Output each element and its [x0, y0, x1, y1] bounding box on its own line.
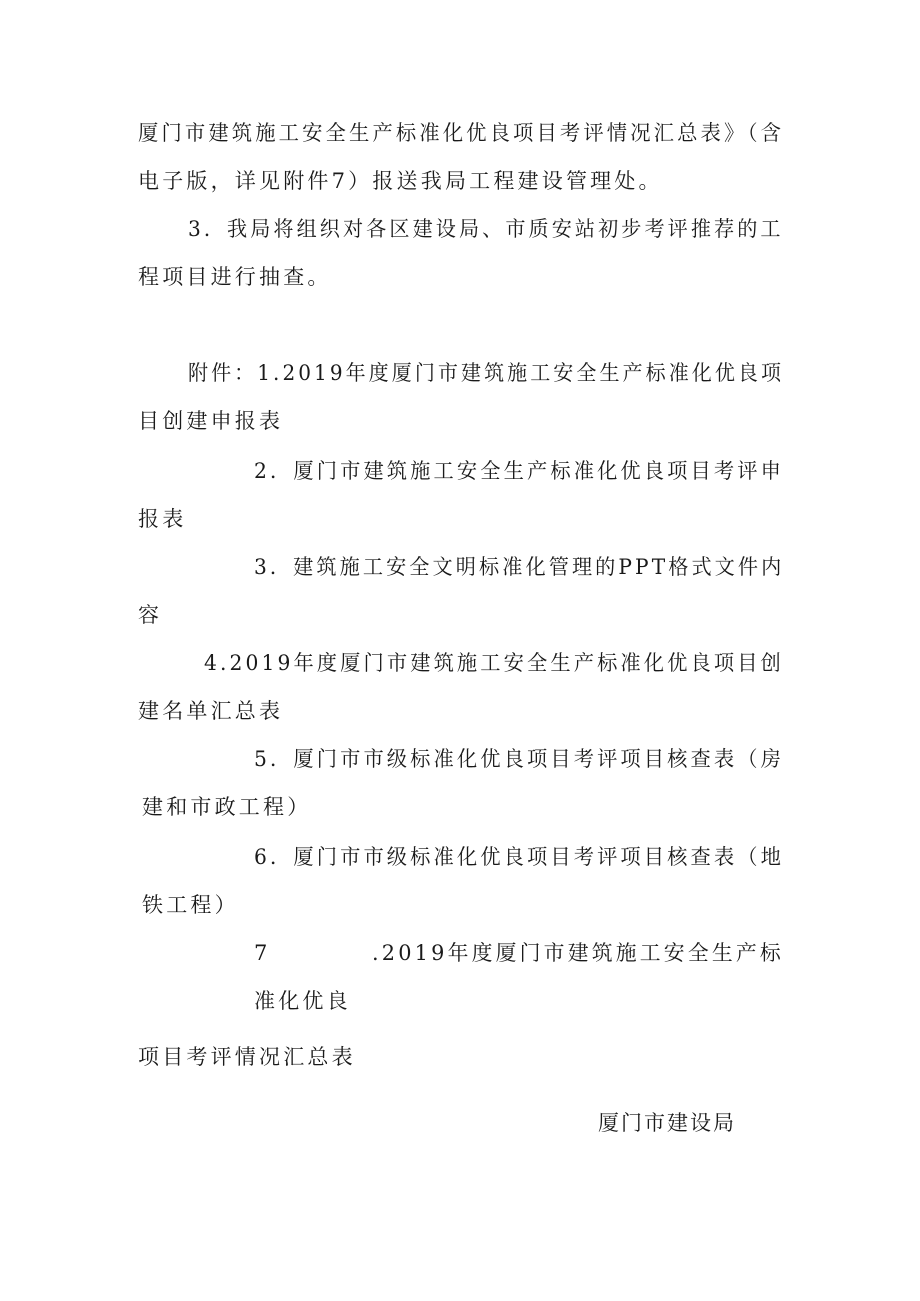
item3-line-2: 程项目进行抽查。 — [138, 265, 332, 289]
attachment-1-line-1: 附件：1.2019年度厦门市建筑施工安全生产标准化优良项 — [188, 361, 785, 385]
attachment-4-line-2: 建名单汇总表 — [138, 699, 284, 723]
intro-line-2: 电子版，详见附件7）报送我局工程建设管理处。 — [138, 169, 663, 193]
attachment-7-line-1: .2019年度厦门市建筑施工安全生产标 — [372, 941, 784, 965]
attachment-6-line-2: 铁工程） — [142, 893, 239, 917]
attachment-7-line-2: 准化优良 — [254, 989, 351, 1013]
attachment-4-line-1: 4.2019年度厦门市建筑施工安全生产标准化优良项目创 — [204, 651, 784, 675]
attachment-3-line-1: 3．建筑施工安全文明标准化管理的PPT格式文件内 — [254, 555, 785, 579]
attachment-1-line-2: 目创建申报表 — [138, 409, 284, 433]
attachment-7-number: 7 — [254, 941, 271, 965]
attachment-5-line-2: 建和市政工程） — [142, 795, 312, 819]
attachment-6-line-1: 6．厦门市市级标准化优良项目考评项目核查表（地 — [254, 845, 784, 869]
item3-line-1: 3．我局将组织对各区建设局、市质安站初步考评推荐的工 — [188, 217, 784, 241]
attachment-7-line-3: 项目考评情况汇总表 — [138, 1045, 356, 1069]
attachment-3-line-2: 容 — [138, 603, 163, 627]
attachment-2-line-1: 2．厦门市建筑施工安全生产标准化优良项目考评申 — [254, 459, 784, 483]
attachment-2-line-2: 报表 — [138, 507, 187, 531]
attachment-5-line-1: 5．厦门市市级标准化优良项目考评项目核查表（房 — [254, 747, 784, 771]
intro-line-1: 厦门市建筑施工安全生产标准化优良项目考评情况汇总表》（含 — [138, 121, 785, 145]
signature-issuer: 厦门市建设局 — [598, 1111, 736, 1135]
